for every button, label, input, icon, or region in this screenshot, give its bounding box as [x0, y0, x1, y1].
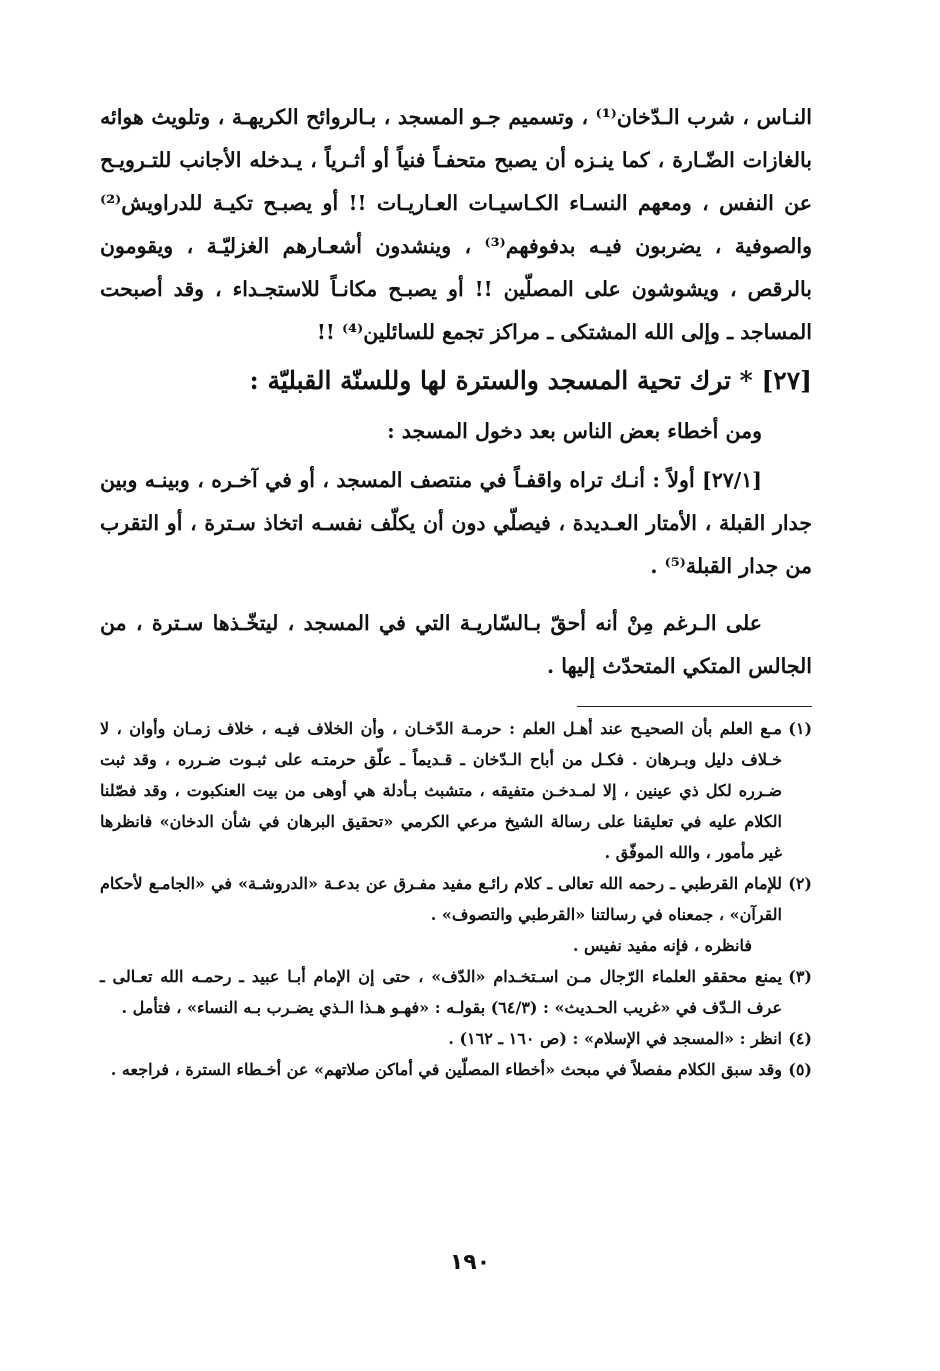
section-heading: [٢٧] * ترك تحية المسجد والسترة لها وللسنّة القبليّة :: [249, 366, 812, 395]
footnote-text: يمنع محققو العلماء الرّجال مـن اسـتخـدام «الدّف» ، حتى إن الإمام أبـا عبيد ـ رحمـه الله تعـالى ـ عرف الـدّف في «غريب الحـديث» : (٦٤/٣) بقولـه : «فهـو هـذا الـذي يضـرب بـه النساء» ، فتأمل .: [100, 967, 782, 1017]
footnote-number: (٥): [788, 1060, 812, 1079]
footnote-text: مـع العلم بأن الصحيـح عند أهـل العلم : حرمـة الدّخـان ، وأن الخلاف فيـه ، خلاف زمـان وأوان ، لا خـلاف دليل وبـرهان . فكـل من أباح الـدّخان ـ قـديماً ـ علّق حرمتـه على ثبـوت ضـرره ، وقد ثبت ضـرره لكل ذي عينين ، إلا لمـدخـن متفيقه ، متشبث بـأدلة هي أوهى من بيت العنكبوت ، وقد فصّلنا الكلام عليه في تعليقنا على رسالة الشيخ مرعي الكرمي «تحقيق البرهان في شأن الدخان» فانظرها غير مأمور ، والله الموفّق .: [100, 719, 783, 862]
page-content: [100, 96, 812, 1085]
footnote-number: (٣): [788, 967, 812, 986]
section-intro: ومن أخطاء بعض الناس بعد دخول المسجد :: [387, 419, 762, 443]
footnote-number: (٤): [788, 1029, 812, 1048]
body-paragraph-3: على الـرغم مِنْ أنه أحقّ بـالسّاريـة التي في المسجد ، ليتخّـذها سـترة ، من الجالس المتكي المتحدّث إليها .: [100, 611, 812, 678]
footnote-2: [100, 868, 812, 930]
footnote-4: [100, 1023, 812, 1054]
footnote-text: انظر : «المسجد في الإسلام» : (ص ١٦٠ ـ ١٦٢) .: [448, 1029, 782, 1048]
footnote-2-extra: فانظره ، فإنه مفيد نفيس .: [572, 936, 752, 955]
footnote-number: (٢): [788, 874, 812, 893]
footnote-number: (١): [788, 719, 813, 738]
footnote-3: [100, 961, 812, 1023]
footnotes: [100, 713, 812, 1085]
footnote-divider: [577, 706, 812, 707]
page-number: ١٩٠: [449, 1250, 491, 1275]
footnote-text: للإمام القرطبي ـ رحمه الله تعالى ـ كلام رائـع مفيد مفـرق عن بدعـة «الدروشـة» في «الجامـع لأحكام القرآن» ، جمعناه في رسالتنا «القرطبي والتصوف» .: [100, 874, 782, 924]
footnote-text: وقد سبق الكلام مفصلاً في مبحث «أخطاء المصلّين في أماكن صلاتهم» عن أخـطاء السترة ، فراجعه .: [110, 1060, 782, 1079]
body-paragraph-2: [٢٧/١] أولاً : أنـك تراه واقفـاً في منتصف المسجد ، أو في آخـره ، وبينـه وبين جدار القبلة ، الأمتار العـديدة ، فيصلّي دون أن يكلّف نفسـه اتخاذ سـترة ، أو التقرب من جدار القبلة⁽⁵⁾ .: [100, 468, 812, 578]
footnote-1: [100, 713, 812, 868]
paragraph-gap: [100, 588, 812, 602]
footnote-5: [100, 1054, 812, 1085]
body-paragraph-1: النـاس ، شرب الـدّخان⁽¹⁾ ، وتسميم جـو المسجد ، بـالروائح الكريهـة ، وتلويث هوائه بالغازات الضّـارة ، كما ينـزه أن يصبح متحفـاً فنياً أو أثـرياً ، يـدخله الأجانب للتـرويـح عن النفس ، ومعهم النسـاء الكـاسيـات العـاريـات !! أو يصبـح تكيـة للدراويش⁽²⁾ والصوفية ، يضربون فيـه بدفوفهم⁽³⁾ ، وينشدون أشعـارهم الغزليّـة ، ويقومون بالرقص ، ويشوشون على المصلّين !! أو يصبـح مكانـاً للاستجـداء ، وقد أصبحت المساجد ـ وإلى الله المشتكى ـ مراكز تجمع للسائلين⁽⁴⁾ !!: [100, 105, 812, 344]
